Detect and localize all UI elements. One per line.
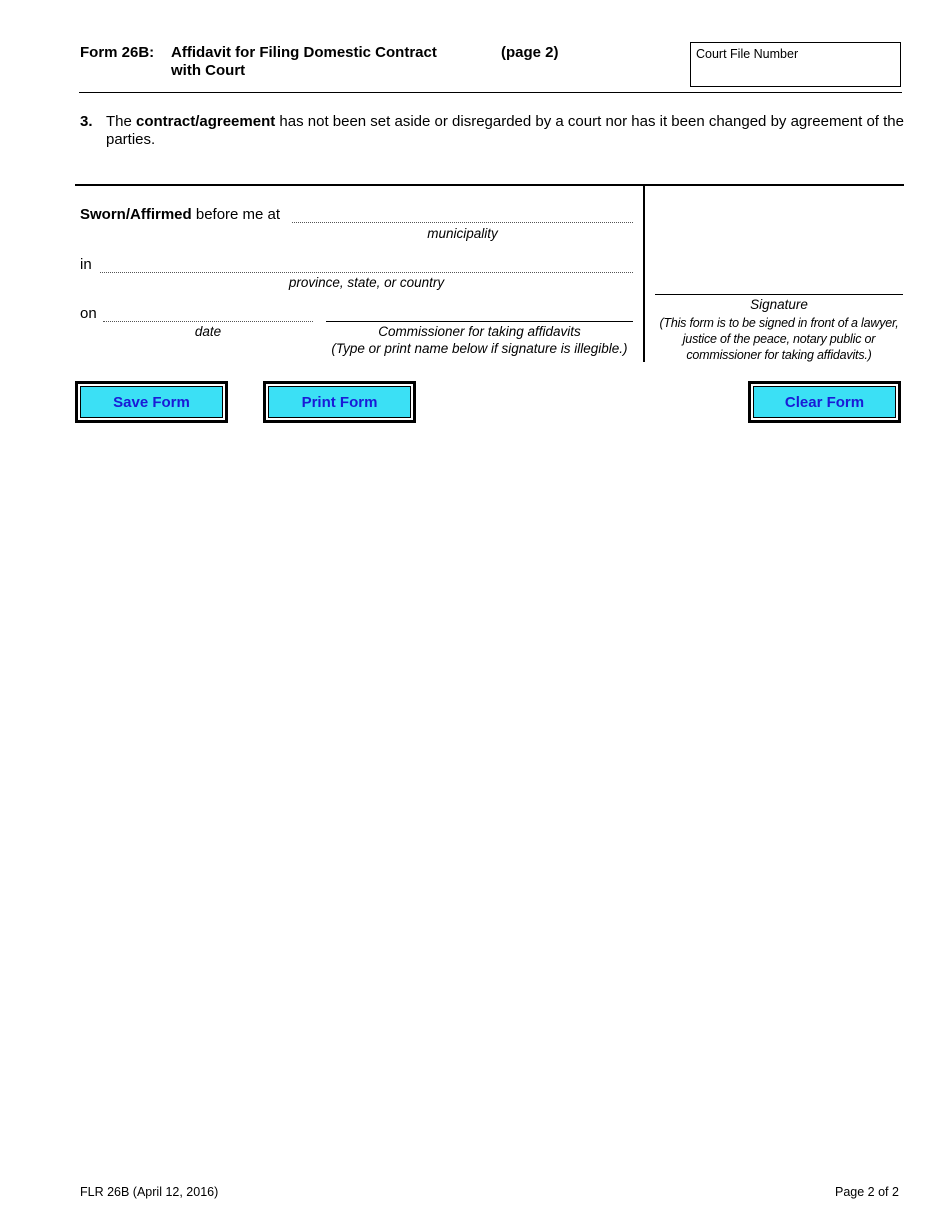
paragraph-number: 3.: [80, 113, 93, 130]
commissioner-signature-line: [326, 321, 633, 322]
sworn-label-rest: before me at: [191, 206, 281, 223]
province-caption: province, state, or country: [288, 275, 445, 290]
save-form-button[interactable]: [75, 381, 228, 423]
print-form-label: Print Form: [268, 386, 411, 418]
commissioner-note: (Type or print name below if signature is illegible.): [331, 341, 628, 356]
court-file-number-field[interactable]: [690, 42, 901, 87]
court-file-number-label: Court File Number: [696, 47, 799, 61]
header-rule: [79, 92, 902, 93]
in-label: in: [80, 256, 92, 273]
print-form-button[interactable]: [263, 381, 416, 423]
clear-form-button[interactable]: [748, 381, 901, 423]
municipality-field[interactable]: [292, 222, 633, 223]
municipality-caption: municipality: [427, 226, 498, 241]
commissioner-caption: Commissioner for taking affidavits: [378, 324, 581, 339]
date-field[interactable]: [103, 321, 313, 322]
date-caption: date: [194, 324, 222, 339]
jurat-divider: [643, 184, 645, 362]
form-title-line1: Affidavit for Filing Domestic Contract: [171, 44, 437, 61]
sworn-label-bold: Sworn/Affirmed: [80, 206, 192, 223]
on-label: on: [80, 305, 97, 322]
jurat-top-rule: [75, 184, 904, 186]
province-field[interactable]: [100, 272, 633, 273]
save-form-label: Save Form: [80, 386, 223, 418]
signature-note: (This form is to be signed in front of a lawyer, justice of the peace, notary public or commissioner for taking affidavits.): [659, 316, 899, 362]
paragraph-text-after: has not been set aside or disregarded by a court nor has it been changed by agreement of the parties.: [106, 113, 904, 148]
form-code: Form 26B:: [80, 44, 155, 61]
paragraph-text-bold: contract/agreement: [136, 113, 276, 130]
paragraph-text: [106, 113, 906, 149]
footer-page-number: Page 2 of 2: [835, 1185, 899, 1199]
clear-form-label: Clear Form: [753, 386, 896, 418]
form-title-line2: with Court: [171, 62, 246, 79]
sworn-label: [80, 206, 280, 223]
footer-form-version: FLR 26B (April 12, 2016): [80, 1185, 219, 1199]
signature-caption: Signature: [750, 297, 808, 312]
paragraph-text-before: The: [106, 113, 137, 130]
signature-line: [655, 294, 903, 295]
page-tag: (page 2): [501, 44, 559, 61]
